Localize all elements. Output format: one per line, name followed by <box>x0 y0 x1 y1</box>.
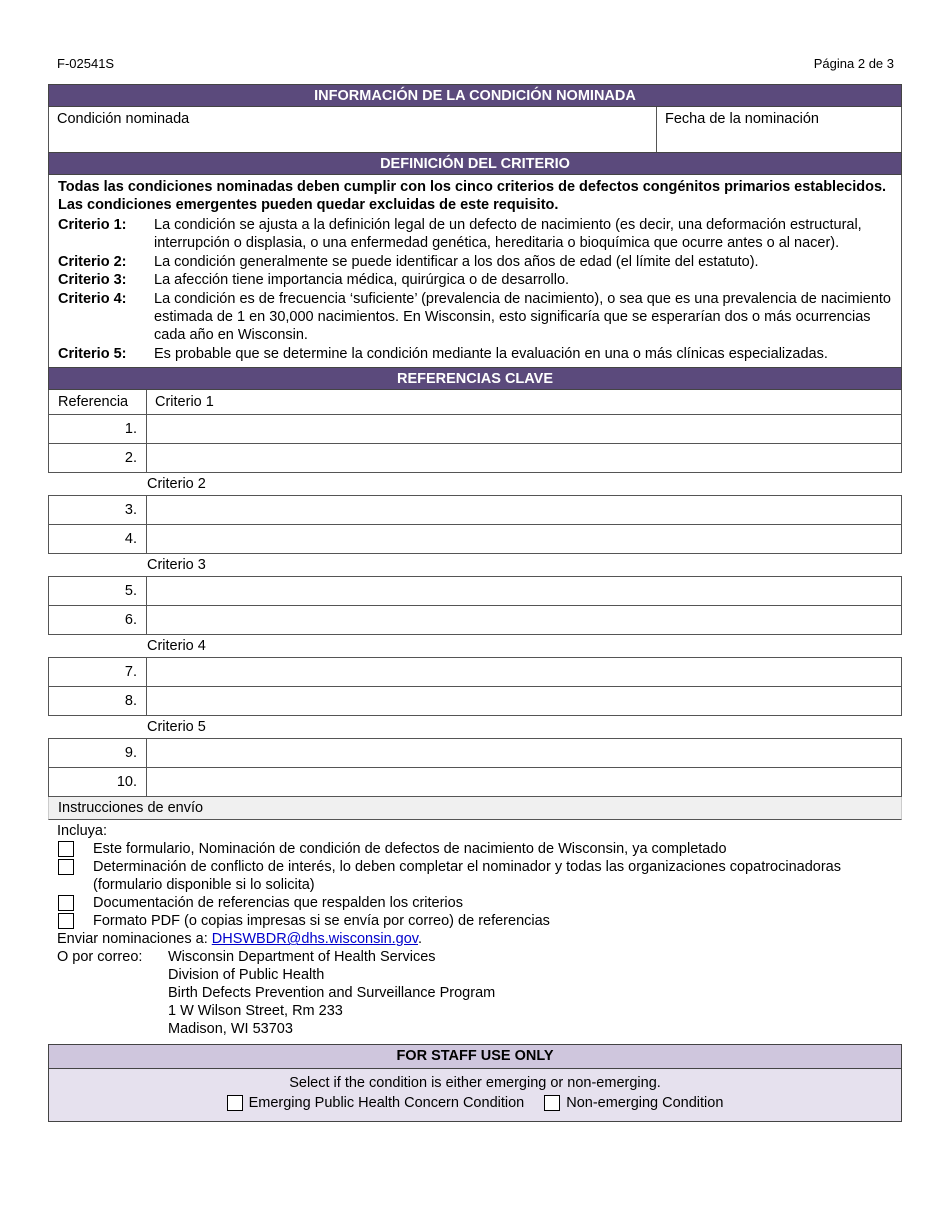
checklist-text: Formato PDF (o copias impresas si se envía por correo) de referencias <box>93 913 550 930</box>
reference-input[interactable] <box>147 739 901 767</box>
page-number: Página 2 de 3 <box>813 56 894 71</box>
staff-section <box>48 1044 902 1122</box>
nominated-section-title: INFORMACIÓN DE LA CONDICIÓN NOMINADA <box>48 84 902 107</box>
address-line: Wisconsin Department of Health Services <box>168 949 436 966</box>
staff-title: FOR STAFF USE ONLY <box>49 1045 901 1069</box>
checkbox[interactable] <box>58 895 74 911</box>
criterion-text: La condición es de frecuencia ‘suficiente’ (prevalencia de nacimiento), o sea que es una prevalencia de nacimiento estimada de 1 en 30,000 nacimientos. En Wisconsin, esto significaría que se esperarían dos o más ocurrencias cada año en Wisconsin. <box>154 290 891 344</box>
staff-body <box>49 1069 901 1121</box>
row-number: 9. <box>49 739 147 767</box>
condition-field[interactable] <box>49 107 657 152</box>
emerging-label: Emerging Public Health Concern Condition <box>248 1095 525 1112</box>
table-row <box>48 739 902 768</box>
criterion-label: Criterio 3: <box>58 272 127 289</box>
row-number: 3. <box>49 496 147 524</box>
emerging-option[interactable] <box>227 1093 525 1113</box>
row-number: 7. <box>49 658 147 686</box>
reference-input[interactable] <box>147 606 901 634</box>
instructions-title: Instrucciones de envío <box>48 797 902 820</box>
date-label: Fecha de la nominación <box>665 111 819 127</box>
table-row <box>48 606 902 635</box>
criterion <box>49 345 901 363</box>
col-reference: Referencia <box>49 390 147 414</box>
group-label: Criterio 1 <box>155 394 214 411</box>
criteria-block <box>48 175 902 367</box>
mail-label: O por correo: <box>57 949 143 966</box>
address-line: Division of Public Health <box>168 967 325 984</box>
checklist-text: Este formulario, Nominación de condición de defectos de nacimiento de Wisconsin, ya completado <box>93 841 727 858</box>
criteria-section-title: DEFINICIÓN DEL CRITERIO <box>48 152 902 175</box>
checkbox[interactable] <box>58 859 74 875</box>
criterion-label: Criterio 2: <box>58 253 127 270</box>
condition-label: Condición nominada <box>57 111 190 127</box>
reference-input[interactable] <box>147 768 901 796</box>
send-label: Enviar nominaciones a: <box>57 931 212 948</box>
date-field[interactable] <box>657 107 901 152</box>
references-section-title: REFERENCIAS CLAVE <box>48 367 902 390</box>
criterion-label: Criterio 1: <box>58 217 127 233</box>
non-emerging-option[interactable] <box>544 1093 723 1113</box>
instructions-body <box>48 820 902 1040</box>
checklist-text: Determinación de conflicto de interés, lo deben completar el nominador y todas las organizaciones copatrocinadoras (formulario disponible si lo solicita) <box>93 859 841 894</box>
checklist-item <box>57 894 893 912</box>
reference-input[interactable] <box>147 444 901 472</box>
group-label: Criterio 3 <box>48 554 902 577</box>
form-body <box>48 84 902 1122</box>
mail-block <box>57 948 893 1038</box>
email-period: . <box>417 931 423 948</box>
criterion-text: La condición se ajusta a la definición legal de un defecto de nacimiento (es decir, una deformación estructural, interrupción o displasia, o una enfermedad genética, hereditaria o bioquímica que ocurre antes o al nacer). <box>154 217 862 252</box>
table-row <box>48 768 902 797</box>
table-row <box>48 687 902 716</box>
reference-input[interactable] <box>147 415 901 443</box>
include-label: Incluya: <box>57 823 107 840</box>
table-row <box>48 658 902 687</box>
references-header <box>48 390 902 415</box>
table-row <box>48 444 902 473</box>
checkbox[interactable] <box>58 841 74 857</box>
row-number: 4. <box>49 525 147 553</box>
checkbox[interactable] <box>58 913 74 929</box>
checkbox[interactable] <box>544 1095 560 1111</box>
send-line <box>57 930 893 948</box>
checklist-text: Documentación de referencias que respalden los criterios <box>93 895 463 912</box>
table-row <box>48 496 902 525</box>
criterion <box>49 216 901 253</box>
row-number: 8. <box>49 687 147 715</box>
checklist-item <box>57 858 893 894</box>
criterion-text: La afección tiene importancia médica, quirúrgica o de desarrollo. <box>154 272 570 289</box>
reference-input[interactable] <box>147 658 901 686</box>
checkbox[interactable] <box>227 1095 243 1111</box>
criteria-intro: Todas las condiciones nominadas deben cumplir con los cinco criterios de defectos congénitos primarios establecidos. Las condiciones emergentes pueden quedar excluidas de este requisito. <box>58 179 887 213</box>
nominated-row <box>48 107 902 152</box>
criterion <box>49 271 901 289</box>
reference-input[interactable] <box>147 496 901 524</box>
row-number: 1. <box>49 415 147 443</box>
table-row <box>48 525 902 554</box>
criterion-text: Es probable que se determine la condición mediante la evaluación en una o más clínicas especializadas. <box>154 345 828 362</box>
criterion-text: La condición generalmente se puede identificar a los dos años de edad (el límite del estatuto). <box>154 253 759 270</box>
row-number: 6. <box>49 606 147 634</box>
non-emerging-label: Non-emerging Condition <box>566 1095 724 1112</box>
checklist-item <box>57 840 893 858</box>
email-link[interactable]: DHSWBDR@dhs.wisconsin.gov <box>211 931 418 948</box>
row-number: 10. <box>49 768 147 796</box>
form-id: F-02541S <box>57 56 115 71</box>
address <box>168 948 495 1038</box>
staff-options <box>49 1093 901 1113</box>
row-number: 2. <box>49 444 147 472</box>
reference-input[interactable] <box>147 687 901 715</box>
address-line: Birth Defects Prevention and Surveillance Program <box>168 985 496 1002</box>
reference-input[interactable] <box>147 525 901 553</box>
criterion-label: Criterio 5: <box>58 345 127 362</box>
row-number: 5. <box>49 577 147 605</box>
reference-input[interactable] <box>147 577 901 605</box>
checklist-item <box>57 912 893 930</box>
criterion <box>49 253 901 271</box>
address-line: 1 W Wilson Street, Rm 233 <box>168 1003 343 1020</box>
group-label: Criterio 4 <box>48 635 902 658</box>
table-row <box>48 577 902 606</box>
criterion-label: Criterio 4: <box>58 290 127 307</box>
staff-prompt: Select if the condition is either emerging or non-emerging. <box>289 1075 661 1092</box>
table-row <box>48 415 902 444</box>
address-line: Madison, WI 53703 <box>168 1021 293 1038</box>
group-label: Criterio 5 <box>48 716 902 739</box>
criterion <box>49 290 901 345</box>
group-label: Criterio 2 <box>48 473 902 496</box>
